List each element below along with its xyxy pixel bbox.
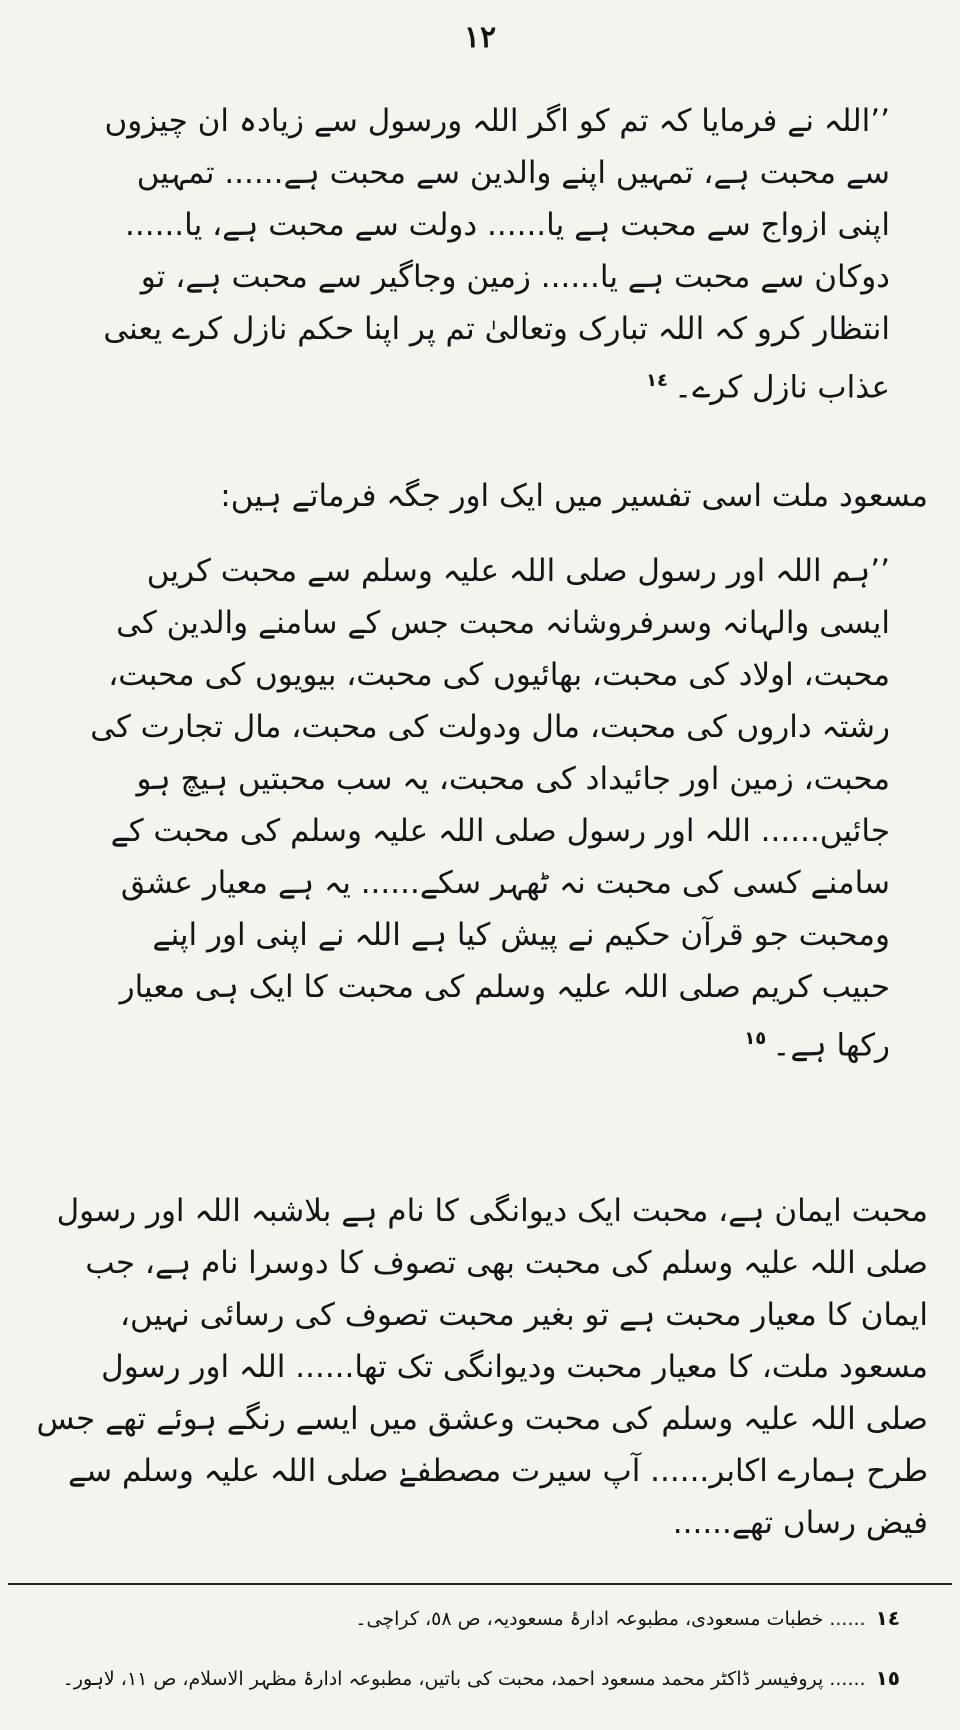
quote-block-2 xyxy=(80,545,890,1071)
footnote-15 xyxy=(40,1664,900,1693)
intro-line: مسعود ملت اسی تفسیر میں ایک اور جگہ فرماتے ہیں: xyxy=(220,478,928,514)
footnote-text: ...... خطبات مسعودی، مطبوعہ ادارۂ مسعودیہ، ص ٥٨، کراچی۔ xyxy=(355,1608,866,1630)
footnote-number: ١٥ xyxy=(875,1666,900,1690)
footnote-divider xyxy=(8,1583,952,1585)
footnote-14 xyxy=(40,1604,900,1633)
footnote-text: ...... پروفیسر ڈاکٹر محمد مسعود احمد، محبت کی باتیں، مطبوعہ ادارۂ مظہر الاسلام، ص ١١، لاہور۔ xyxy=(62,1668,866,1690)
footnote-number: ١٤ xyxy=(875,1606,900,1630)
quote-block-1 xyxy=(80,95,890,413)
footnote-ref-14: ١٤ xyxy=(645,370,668,391)
page-number: ١٢ xyxy=(463,20,497,55)
body-paragraph: محبت ایمان ہے، محبت ایک دیوانگی کا نام ہے بلاشبہ اللہ اور رسول صلی اللہ علیہ وسلم کی محبت بھی تصوف کا دوسرا نام ہے، جب ایمان کا معیار محبت ہے تو بغیر محبت تصوف کی رسائی نہیں، مسعود ملت، کا معیار محبت ودیوانگی تک تھا...... اللہ اور رسول صلی اللہ علیہ وسلم کی محبت وعشق میں ایسے رنگے ہوئے تھے جس طرح ہمارے اکابر...... آپ سیرت مصطفےٰ صلی اللہ علیہ وسلم سے فیض رساں تھے...... xyxy=(36,1193,928,1541)
quote-2-text: ’’ہم اللہ اور رسول صلی اللہ علیہ وسلم سے محبت کریں ایسی والہانہ وسرفروشانہ محبت جس کے سامنے والدین کی محبت، اولاد کی محبت، بھائیوں کی محبت، بیویوں کی محبت، رشتہ داروں کی محبت، مال ودولت کی محبت، مال تجارت کی محبت، زمین اور جائیداد کی محبت، یہ سب محبتیں ہیچ ہو جائیں...... اللہ اور رسول صلی اللہ علیہ وسلم کی محبت کے سامنے کسی کی محبت نہ ٹھہر سکے...... یہ ہے معیار عشق ومحبت جو قرآن حکیم نے پیش کیا ہے اللہ نے اپنی اور اپنے حبیب کریم صلی اللہ علیہ وسلم کی محبت کا ایک ہی معیار رکھا ہے۔ xyxy=(90,553,890,1064)
quote-1-text: ’’اللہ نے فرمایا کہ تم کو اگر اللہ ورسول سے زیادہ ان چیزوں سے محبت ہے، تمہیں اپنے والدین سے محبت ہے...... تمہیں اپنی ازواج سے محبت ہے یا...... دولت سے محبت ہے، یا...... دوکان سے محبت ہے یا...... زمین وجاگیر سے محبت ہے، تو انتظار کرو کہ اللہ تبارک وتعالیٰ تم پر اپنا حکم نازل کرے یعنی عذاب نازل کرے۔ xyxy=(103,103,890,406)
footnote-ref-15: ١٥ xyxy=(744,1028,767,1049)
